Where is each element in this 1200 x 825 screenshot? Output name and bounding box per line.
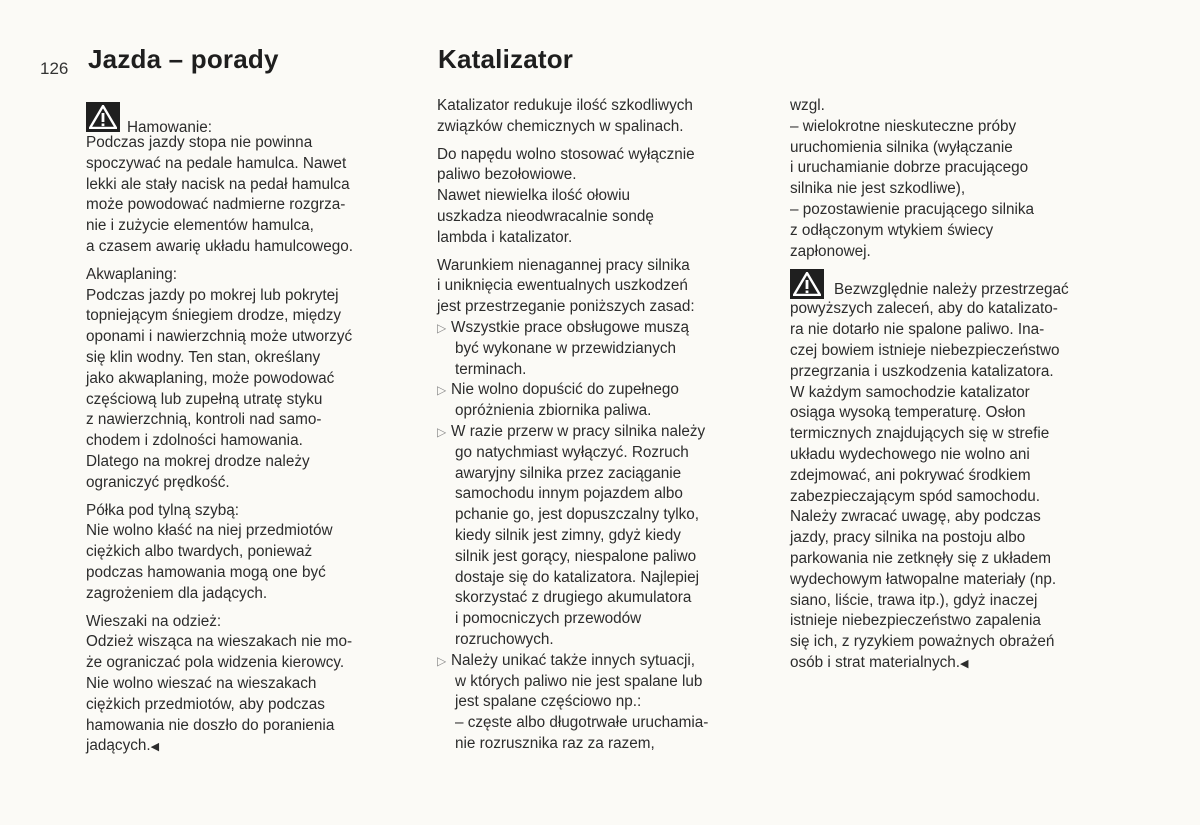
section-title-catalyst: Katalizator	[438, 44, 574, 74]
text-line: w których paliwo nie jest spalane lub	[455, 672, 703, 690]
text-line: się ich, z ryzykiem poważnych obrażeń	[790, 633, 1055, 651]
text-line: Katalizator redukuje ilość szkodliwych	[437, 97, 693, 114]
text-line: opróżnienia zbiornika paliwa.	[455, 402, 652, 420]
text-line: nie i zużycie elementów hamulca,	[86, 217, 314, 235]
text-line: może powodować nadmierne rozgrza-	[86, 196, 346, 214]
text-line: uszkadza nieodwracalnie sondę	[437, 207, 654, 225]
text-line: zdejmować, ani pokrywać środkiem	[790, 466, 1031, 484]
text-line: Nawet niewielka ilość ołowiu	[437, 187, 630, 205]
text-line: terminach.	[455, 360, 527, 378]
text-line: rozruchowych.	[455, 630, 554, 648]
text-line: jako akwaplaning, może powodować	[86, 369, 335, 387]
text-line: Podczas jazdy po mokrej lub pokrytej	[86, 286, 339, 304]
rear-shelf-paragraph	[86, 501, 422, 605]
text-line: – pozostawienie pracującego silnika	[790, 200, 1035, 218]
text-line: i uruchamianie dobrze pracującego	[790, 159, 1029, 177]
text-line-last	[86, 736, 422, 758]
text-line: związków chemicznych w spalinach.	[437, 117, 684, 135]
text-line: nie rozrusznika raz za razem,	[455, 734, 655, 752]
text-line: Podczas jazdy stopa nie powinna	[86, 134, 313, 151]
text-line: jazdy, pracy silnika na postoju albo	[790, 529, 1026, 547]
text-line: Należy zwracać uwagę, aby podczas	[790, 508, 1041, 526]
bullet-triangle-icon: ▷	[437, 424, 447, 439]
text-line: że ograniczać pola widzenia kierowcy.	[86, 654, 345, 672]
text-line: uruchomienia silnika (wyłączanie	[790, 138, 1013, 156]
text-line: Nie wolno wieszać na wieszakach	[86, 674, 317, 692]
clothes-hangers-heading: Wieszaki na odzież:	[86, 612, 222, 630]
braking-paragraph	[86, 133, 422, 258]
text-line: częściową lub zupełną utratę styku	[86, 390, 323, 408]
warning-triangle-icon	[790, 269, 824, 299]
text-line: wzgl.	[790, 97, 825, 114]
column-catalyst-warning	[790, 96, 1130, 675]
text-line: paliwo bezołowiowe.	[437, 166, 577, 184]
text-line: i uniknięcia ewentualnych uszkodzeń	[437, 277, 688, 295]
text-line: oponami i nawierzchnią może utworzyć	[86, 328, 353, 346]
text-line: Do napędu wolno stosować wyłącznie	[437, 145, 695, 163]
text-line: spoczywać na pedale hamulca. Nawet	[86, 154, 347, 172]
end-of-section-icon: ◀	[960, 657, 969, 670]
text-line: a czasem awarię układu hamulcowego.	[86, 237, 353, 255]
aquaplaning-heading: Akwaplaning:	[86, 265, 177, 283]
text-line: – częste albo długotrwałe uruchamia-	[455, 714, 709, 732]
text-line: z nawierzchnią, kontroli nad samo-	[86, 411, 322, 429]
text-line: skorzystać z drugiego akumulatora	[455, 589, 692, 607]
text-line: ciężkich albo twardych, ponieważ	[86, 543, 313, 561]
text-line: siano, liście, trawa itp.), gdyż inaczej	[790, 591, 1038, 609]
text-line: awaryjny silnika przez zaciąganie	[455, 464, 682, 482]
warning-triangle-icon	[86, 102, 120, 132]
clothes-hangers-paragraph	[86, 612, 422, 759]
list-item	[437, 380, 773, 422]
text-line: pchanie go, jest dopuszczalny tylko,	[455, 506, 700, 524]
text-line: dostaje się do katalizatora. Najlepiej	[455, 568, 700, 586]
text-line: Nie wolno kłaść na niej przedmiotów	[86, 522, 333, 540]
unleaded-fuel-paragraph	[437, 145, 773, 249]
text-line: Bezwzględnie należy przestrzegać	[834, 281, 1069, 299]
text-line: osiąga wysoką temperaturę. Osłon	[790, 404, 1026, 422]
text-line: powyższych zaleceń, aby do katalizato-	[790, 300, 1058, 318]
text-line: lekki ale stały nacisk na pedał hamulca	[86, 175, 350, 193]
catalyst-intro-paragraph	[437, 96, 773, 138]
text-line: czej bowiem istnieje niebezpieczeństwo	[790, 341, 1060, 359]
continuation-paragraph	[790, 96, 1130, 262]
text-line: Dlatego na mokrej drodze należy	[86, 452, 310, 470]
text-line: Nie wolno dopuścić do zupełnego	[451, 381, 679, 399]
text-line: jest spalane częściowo np.:	[455, 693, 642, 711]
text-line: Wszystkie prace obsługowe muszą	[451, 318, 690, 336]
section-title-driving-tips: Jazda – porady	[88, 44, 279, 74]
text-line: Warunkiem nienagannej pracy silnika	[437, 256, 690, 274]
text-line: Należy unikać także innych sytuacji,	[451, 651, 696, 669]
text-line: – wielokrotne nieskuteczne próby	[790, 117, 1017, 135]
rear-shelf-heading: Półka pod tylną szybą:	[86, 501, 240, 519]
bullet-triangle-icon: ▷	[437, 320, 447, 335]
page-number: 126	[40, 59, 69, 78]
column-catalyst-rules	[437, 96, 773, 755]
list-item	[437, 651, 773, 755]
text-line: wydechowym łatwopalne materiały (np.	[790, 570, 1057, 588]
text-line: i pomocniczych przewodów	[455, 610, 642, 628]
text-line: go natychmiast wyłączyć. Rozruch	[455, 443, 689, 461]
end-of-section-icon: ◀	[150, 741, 160, 754]
text-line: kiedy silnik jest zimny, gdyż kiedy	[455, 526, 681, 544]
aquaplaning-paragraph	[86, 265, 422, 494]
text-line: lambda i katalizator.	[437, 228, 573, 246]
text-line: samochodu innym pojazdem albo	[455, 485, 683, 503]
text-line: W każdym samochodzie katalizator	[790, 383, 1030, 401]
text-line: topniejącym śniegiem drodze, między	[86, 307, 342, 325]
text-fragment: osób i strat materialnych.	[790, 653, 961, 671]
text-line: chodem i zdolności hamowania.	[86, 432, 303, 450]
text-line: z odłączonym wtykiem świecy	[790, 221, 994, 239]
braking-warning-header	[86, 102, 422, 136]
text-line: Odzież wisząca na wieszakach nie mo-	[86, 633, 353, 651]
bullet-triangle-icon: ▷	[437, 383, 447, 398]
text-line: silnika nie jest szkodliwe),	[790, 180, 966, 198]
text-line: ograniczyć prędkość.	[86, 473, 230, 491]
text-line-last	[790, 653, 1130, 675]
text-line: parkowania nie zetknęły się z układem	[790, 549, 1052, 567]
list-item	[437, 422, 773, 651]
braking-heading: Hamowanie:	[127, 119, 213, 136]
bullet-triangle-icon: ▷	[437, 653, 447, 668]
list-item	[437, 318, 773, 380]
text-line: ciężkich przedmiotów, aby podczas	[86, 695, 325, 713]
text-line: zapłonowej.	[790, 242, 871, 260]
text-line: podczas hamowania mogą one być	[86, 563, 326, 581]
text-line: być wykonane w przewidzianych	[455, 339, 677, 357]
text-line: się klin wodny. Ten stan, określany	[86, 348, 321, 366]
catalyst-warning-paragraph	[790, 269, 1130, 674]
conditions-paragraph	[437, 256, 773, 318]
rules-bullet-list	[437, 318, 773, 755]
text-line: przegrzania i uszkodzenia katalizatora.	[790, 362, 1054, 380]
text-line: hamowania nie doszło do poranienia	[86, 716, 335, 734]
text-line: ra nie dotarło nie spalone paliwo. Ina-	[790, 321, 1045, 339]
text-line: jest przestrzeganie poniższych zasad:	[437, 298, 695, 316]
text-line: silnik jest gorący, niespalone paliwo	[455, 547, 697, 565]
text-line: zabezpieczającym spód samochodu.	[790, 487, 1040, 505]
text-line: układu wydechowego nie wolno ani	[790, 445, 1030, 463]
text-line: zagrożeniem dla jadących.	[86, 584, 268, 602]
column-driving-tips	[86, 102, 422, 758]
text-line: W razie przerw w pracy silnika należy	[451, 422, 706, 440]
text-line: istnieje niebezpieczeństwo zapalenia	[790, 612, 1041, 630]
text-line: termicznych znajdujących się w strefie	[790, 425, 1050, 443]
text-fragment: jadących.	[86, 737, 151, 755]
